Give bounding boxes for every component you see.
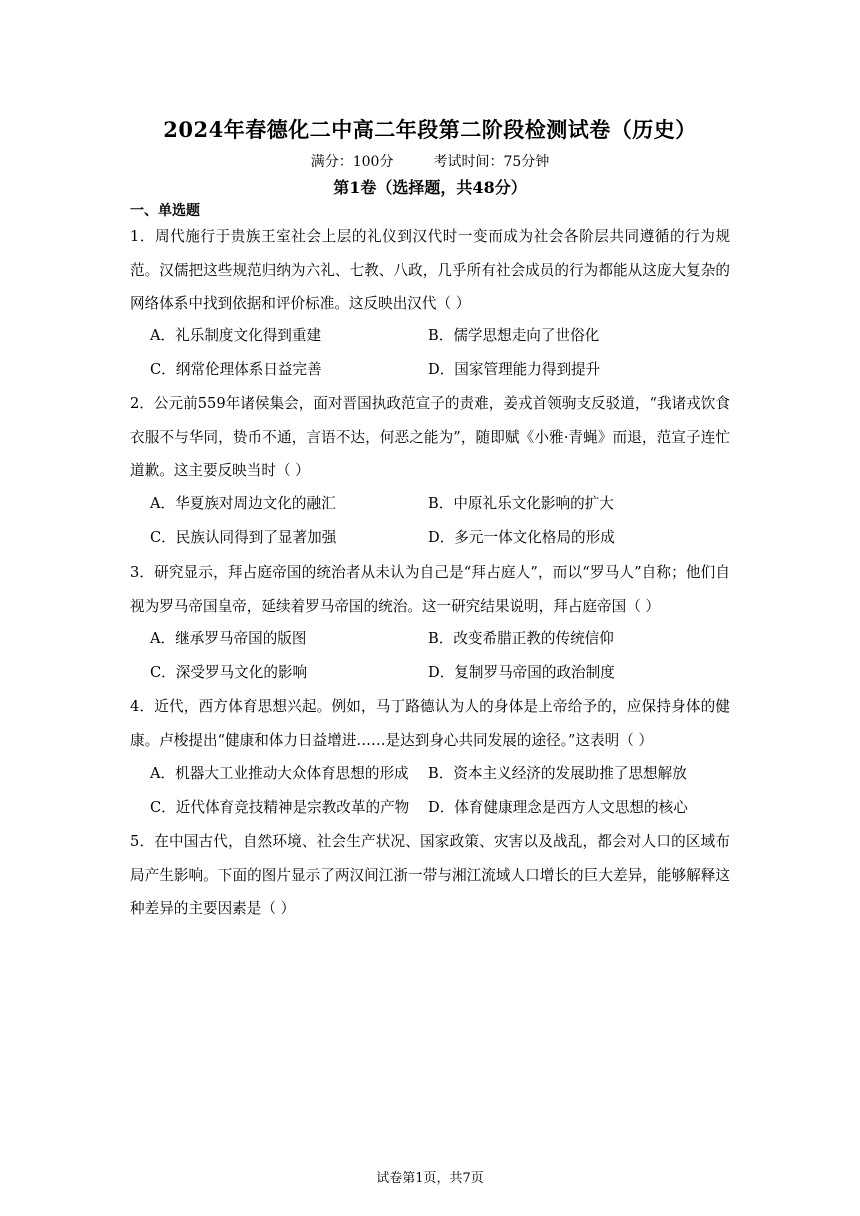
option-b: B．资本主义经济的发展助推了思想解放 (428, 765, 687, 782)
question-4-options (150, 757, 740, 825)
option-b: B．改变希腊正教的传统信仰 (428, 630, 614, 647)
option-a: A．继承罗马帝国的版图 (150, 630, 307, 647)
exam-title: 2024年春德化二中高二年段第二阶段检测试卷（历史） (163, 117, 697, 142)
full-score: 满分：100分 (310, 154, 394, 170)
question-5: 5．在中国古代，自然环境、社会生产状况、国家政策、灾害以及战乱，都会对人口的区域布局产生影响。下面的图片显示了两汉间江浙一带与湘江流域人口增长的巨大差异，能够解释这种差异的主要因素是（ ） (130, 833, 730, 917)
question-1-options (150, 319, 740, 387)
option-c: C．民族认同得到了显著加强 (150, 529, 337, 546)
option-c: C．纲常伦理体系日益完善 (150, 361, 322, 378)
section-heading: 一、单选题 (130, 203, 200, 219)
option-d: D．体育健康理念是西方人文思想的核心 (428, 799, 688, 816)
question-1: 1．周代施行于贵族王室社会上层的礼仪到汉代时一变而成为社会各阶层共同遵循的行为规范。汉儒把这些规范归纳为六礼、七教、八政，几乎所有社会成员的行为都能从这庞大复杂的网络体系中找到依据和评价标准。这反映出汉代（ ） (130, 228, 730, 312)
option-a: A．礼乐制度文化得到重建 (150, 327, 322, 344)
option-d: D．国家管理能力得到提升 (428, 361, 601, 378)
option-c: C．深受罗马文化的影响 (150, 664, 308, 681)
question-3-options (150, 622, 740, 690)
option-b: B．儒学思想走向了世俗化 (428, 327, 600, 344)
exam-meta (0, 151, 860, 171)
question-2-options (150, 487, 740, 555)
question-2: 2．公元前559年诸侯集会，面对晋国执政范宣子的责难，姜戎首领驹支反驳道，“我诸戎饮食衣服不与华同，贽币不通，言语不达，何恶之能为”，随即赋《小雅·青蝇》而退，范宣子连忙道歉。这主要反映当时（ ） (130, 395, 730, 479)
option-b: B．中原礼乐文化影响的扩大 (428, 495, 614, 512)
option-a: A．华夏族对周边文化的融汇 (150, 495, 336, 512)
option-d: D．复制罗马帝国的政治制度 (428, 664, 615, 681)
option-d: D．多元一体文化格局的形成 (428, 529, 615, 546)
option-c: C．近代体育竞技精神是宗教改革的产物 (150, 799, 410, 816)
exam-time: 考试时间：75分钟 (433, 154, 550, 170)
question-3: 3．研究显示，拜占庭帝国的统治者从未认为自己是“拜占庭人”，而以“罗马人”自称；他们自视为罗马帝国皇帝，延续着罗马帝国的统治。这一研究结果说明，拜占庭帝国（ ） (130, 564, 730, 615)
page-footer: 试卷第1页，共7页 (376, 1171, 484, 1186)
option-a: A．机器大工业推动大众体育思想的形成 (150, 765, 409, 782)
part-title: 第1卷（选择题，共48分） (333, 178, 527, 197)
question-4: 4．近代，西方体育思想兴起。例如，马丁路德认为人的身体是上帝给予的，应保持身体的健康。卢梭提出“健康和体力日益增进……是达到身心共同发展的途径。”这表明（ ） (130, 698, 730, 749)
